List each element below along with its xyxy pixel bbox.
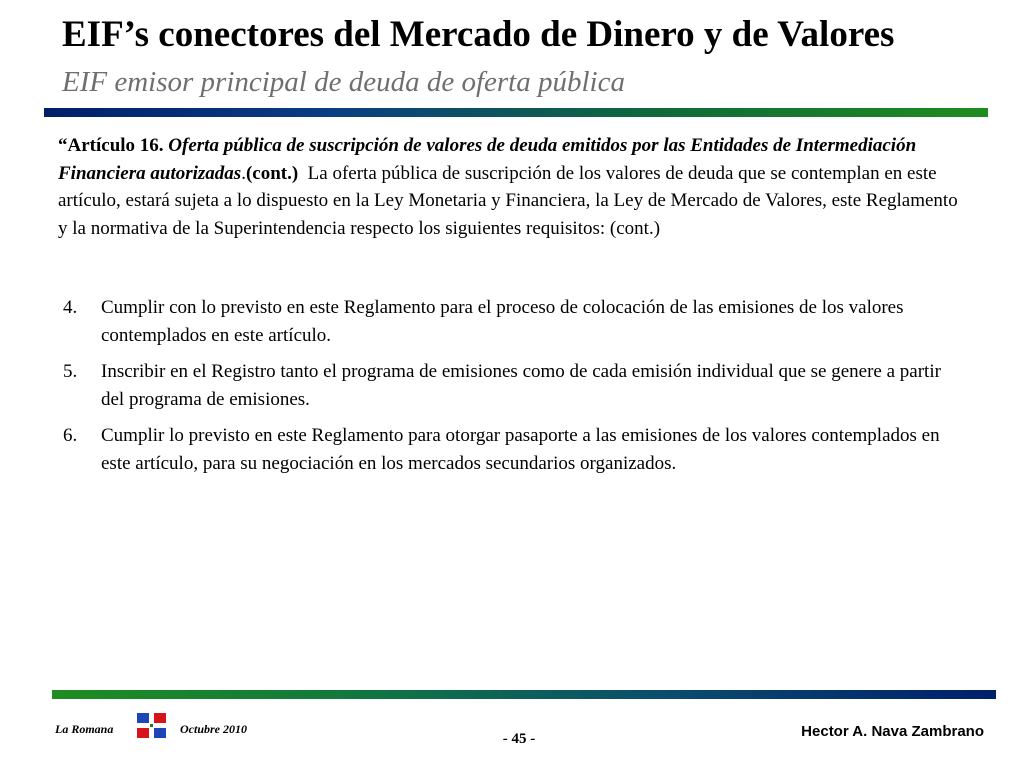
bottom-divider — [52, 690, 996, 699]
list-item — [58, 358, 968, 413]
list-item-number: 4. — [63, 297, 78, 318]
list-item-text: Cumplir lo previsto en este Reglamento para otorgar pasaporte a las emisiones de los valores contemplados en este artículo, para su negociación en los mercados secundarios organizados. — [101, 425, 940, 474]
list-item — [58, 294, 968, 349]
article-paragraph — [58, 132, 968, 242]
footer-author: Hector A. Nava Zambrano — [801, 723, 984, 740]
footer-location: La Romana — [55, 722, 114, 736]
heading-period: . — [241, 162, 246, 184]
page-number: - 45 - — [502, 731, 536, 747]
list-item-number: 6. — [63, 425, 78, 446]
requirements-list — [58, 294, 968, 486]
top-divider — [44, 108, 988, 117]
article-label: “Artículo 16. — [58, 135, 164, 156]
list-item-text: Inscribir en el Registro tanto el programa de emisiones como de cada emisión individual que se genere a partir del programa de emisiones. — [101, 361, 941, 410]
cont-label: (cont.) — [245, 162, 299, 184]
article-body: La oferta pública de suscripción de los valores de deuda que se contemplan en este artículo, estará sujeta a lo dispuesto en la Ley Monetaria y Financiera, la Ley de Mercado de Valores, este Reglamento y la normativa de la Superintendencia respecto los siguientes requisitos: (cont.) — [58, 162, 958, 239]
footer-date: Octubre 2010 — [180, 722, 247, 736]
list-item-number: 5. — [63, 361, 78, 382]
slide-title: EIF’s conectores del Mercado de Dinero y de Valores — [62, 14, 895, 55]
list-item — [58, 422, 968, 477]
slide-subtitle: EIF emisor principal de deuda de oferta pública — [62, 66, 625, 98]
article-heading: Oferta pública de suscripción de valores de deuda emitidos por las Entidades de Intermediación Financiera autorizadas — [58, 135, 917, 184]
list-item-text: Cumplir con lo previsto en este Reglamento para el proceso de colocación de las emisiones de los valores contemplados en este artículo. — [101, 297, 904, 346]
dominican-flag-icon — [137, 713, 166, 738]
